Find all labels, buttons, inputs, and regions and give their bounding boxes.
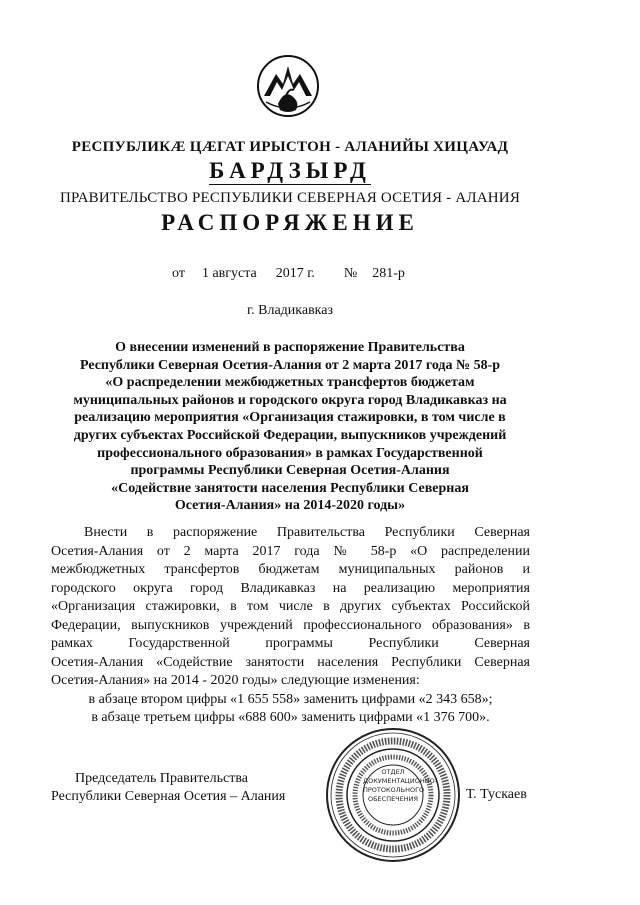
header-russian-government: ПРАВИТЕЛЬСТВО РЕСПУБЛИКИ СЕВЕРНАЯ ОСЕТИЯ - АЛАНИЯ	[59, 190, 521, 206]
order-title	[40, 339, 540, 515]
title-line: «О распределении межбюджетных трансфертов бюджетам	[105, 375, 475, 391]
coat-of-arms-emblem	[256, 52, 320, 120]
order-number: 281-р	[372, 266, 405, 281]
header-ossetian-order-text: БАРДЗЫРД	[209, 158, 371, 183]
body-line-amendment: в абзаце втором цифры «1 655 558» заменить цифрами «2 343 658»;	[88, 691, 493, 707]
title-line: Республики Северная Осетия-Алания от 2 марта 2017 года № 58-р	[79, 357, 501, 373]
title-line: муниципальных районов и городского округа город Владикавказ на	[73, 392, 507, 408]
title-line: других субъектах Российской Федерации, выпускников учреждений	[73, 427, 507, 443]
header-ossetian-order	[40, 158, 540, 184]
number-label: №	[343, 266, 358, 281]
signatory-position-line: Республики Северная Осетия – Алания	[51, 789, 286, 804]
body-line: Осетия-Алания» на 2014 - 2020 годы» следующие изменения:	[51, 673, 420, 688]
body-line: «Организация стажировки, в том числе в других субъектах Российской	[51, 599, 530, 614]
title-line: профессионального образования» в рамках Государственной	[97, 445, 483, 461]
body-line: Осетия-Алания «Содействие занятости населения Республики Северная	[51, 654, 530, 670]
body-line: Внести в распоряжение Правительства Республики Северная	[84, 525, 530, 540]
signatory-position	[51, 770, 285, 806]
stamp-center-text: ОТДЕЛ ДОКУМЕНТАЦИОННО-ПРОТОКОЛЬНОГО ОБЕСПЕЧЕНИЯ	[363, 768, 438, 803]
title-line: программы Республики Северная Осетия-Алания	[130, 463, 450, 479]
signatory-name: Т. Тускаев	[466, 787, 527, 802]
city: г. Владикавказ	[246, 303, 334, 318]
body-line: Осетия-Алания от 2 марта 2017 года № 58-р «О распределении	[51, 543, 530, 559]
body-line: рамках Государственной программы Республики Северная	[51, 636, 530, 651]
order-date-number	[172, 266, 405, 282]
date-prefix: от	[172, 266, 185, 281]
title-line: Осетия-Алания» на 2014-2020 годы»	[174, 498, 406, 514]
title-line: «Содействие занятости населения Республики Северная	[111, 480, 469, 496]
title-line: реализацию мероприятия «Организация стажировки, в том числе в	[74, 410, 506, 426]
body-line: межбюджетных трансфертов бюджетам муниципальных районов и	[51, 562, 530, 577]
header-ossetian-government: РЕСПУБЛИКӔ ЦӔГАТ ИРЫСТОН - АЛАНИЙЫ ХИЦАУАД	[71, 139, 509, 155]
order-date: 1 августа	[201, 266, 257, 281]
title-line: О внесении изменений в распоряжение Правительства	[115, 340, 465, 355]
order-body	[51, 524, 530, 728]
body-line: городского округа город Владикавказ на реализацию мероприятия	[51, 580, 530, 596]
header-russian-order: РАСПОРЯЖЕНИЕ	[161, 210, 419, 235]
order-year: 2017 г.	[275, 266, 315, 281]
body-line: Федерации, выпускников учреждений профессионального образования» в	[51, 617, 530, 633]
body-line-amendment: в абзаце третьем цифры «688 600» заменить цифрами «1 376 700».	[91, 710, 490, 725]
signatory-position-line: Председатель Правительства	[75, 771, 248, 786]
